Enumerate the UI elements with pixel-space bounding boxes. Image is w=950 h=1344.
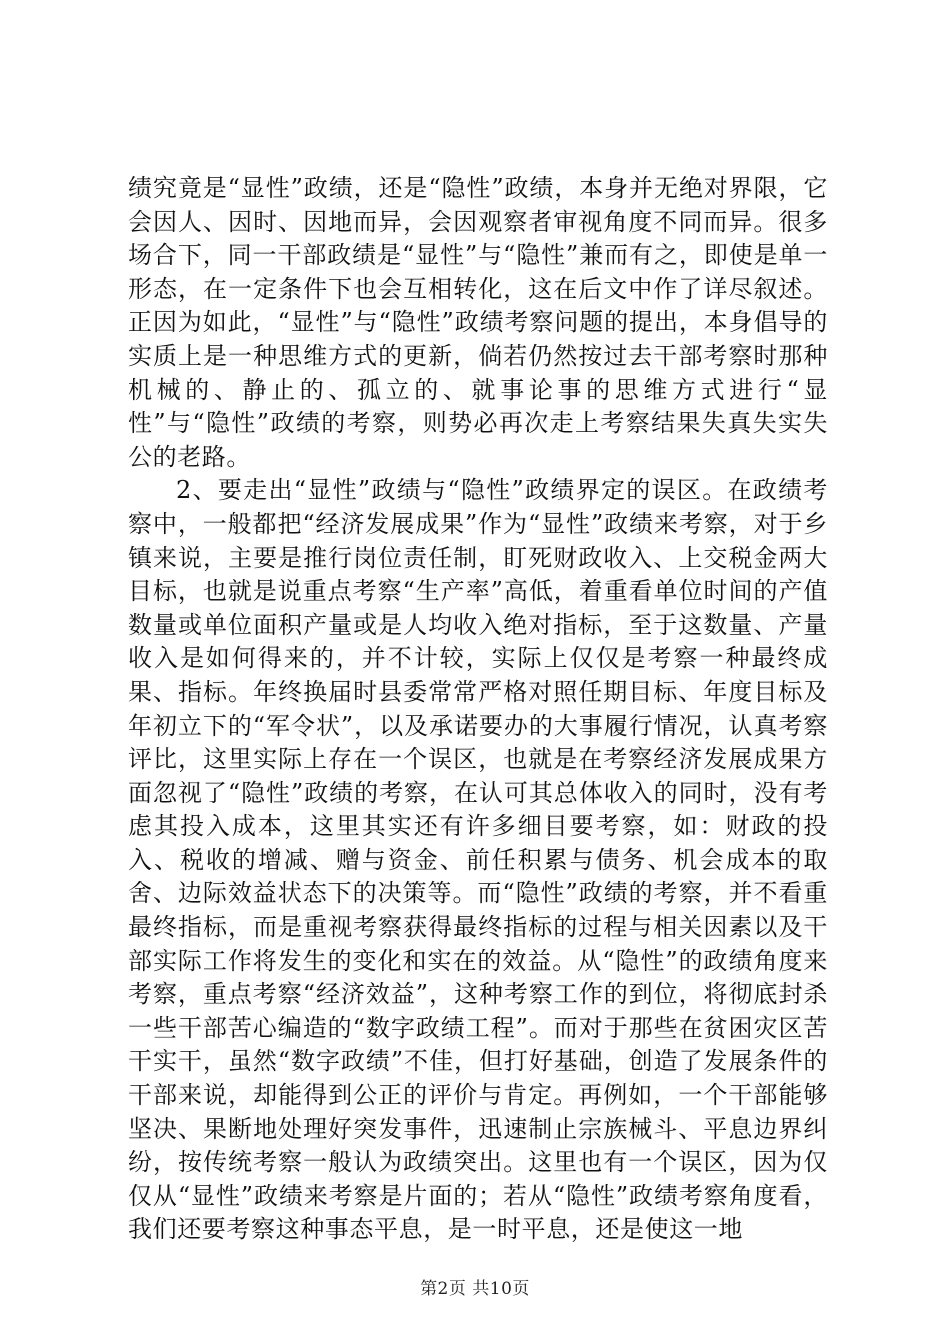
paragraph-section-2: 2、要走出“显性”政绩与“隐性”政绩界定的误区。在政绩考察中，一般都把“经济发展成果”作为“显性”政绩来考察，对于乡镇来说，主要是推行岗位责任制，盯死财政收入、上交税金两大目标，也就是说重点考察“生产率”高低，着重看单位时间的产值数量或单位面积产量或是人均收入绝对指标，至于这数量、产量收入是如何得来的，并不计较，实际上仅仅是考察一种最终成果、指标。年终换届时县委常常严格对照任期目标、年度目标及年初立下的“军令状”，以及承诺要办的大事履行情况，认真考察评比，这里实际上存在一个误区，也就是在考察经济发展成果方面忽视了“隐性”政绩的考察，在认可其总体收入的同时，没有考虑其投入成本，这里其实还有许多细目要考察，如：财政的投入、税收的增减、赠与资金、前任积累与债务、机会成本的取舍、边际效益状态下的决策等。而“隐性”政绩的考察，并不看重最终指标，而是重视考察获得最终指标的过程与相关因素以及干部实际工作将发生的变化和实在的效益。从“隐性”的政绩角度来考察，重点考察“经济效益”，这种考察工作的到位，将彻底封杀一些干部苦心编造的“数字政绩工程”。而对于那些在贫困灾区苦干实干，虽然“数字政绩”不佳，但打好基础，创造了发展条件的干部来说，却能得到公正的评价与肯定。再例如，一个干部能够坚决、果断地处理好突发事件，迅速制止宗族械斗、平息边界纠纷，按传统考察一般认为政绩突出。这里也有一个误区，因为仅仅从“显性”政绩来考察是片面的；若从“隐性”政绩考察角度看，我们还要考察这种事态平息，是一时平息，还是使这一地 <box>128 476 828 1244</box>
page-footer: 第2页 共10页 <box>420 1279 530 1299</box>
paragraph-continuation: 绩究竟是“显性”政绩，还是“隐性”政绩，本身并无绝对界限，它会因人、因时、因地而异，会因观察者审视角度不同而异。很多场合下，同一干部政绩是“显性”与“隐性”兼而有之，即使是单一形态，在一定条件下也会互相转化，这在后文中作了详尽叙述。正因为如此，“显性”与“隐性”政绩考察问题的提出，本身倡导的实质上是一种思维方式的更新，倘若仍然按过去干部考察时那种机械的、静止的、孤立的、就事论事的思维方式进行“显性”与“隐性”政绩的考察，则势必再次走上考察结果失真失实失公的老路。 <box>128 174 828 471</box>
document-body <box>128 172 828 1247</box>
